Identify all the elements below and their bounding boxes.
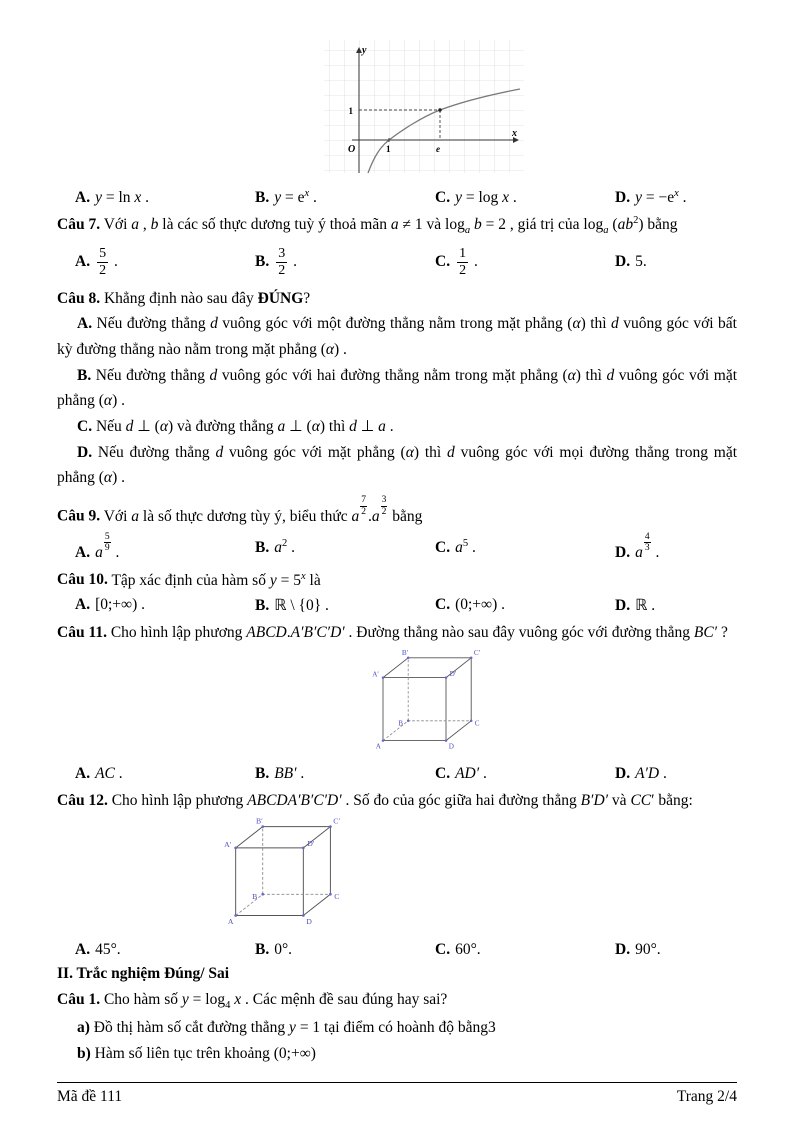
question7-options [57, 243, 737, 281]
question9-text [57, 495, 737, 528]
y-axis-label: y [362, 45, 367, 56]
statement-letter: A. [77, 315, 93, 333]
option-a [75, 245, 255, 280]
option-letter: D. [615, 596, 631, 614]
option-letter: A. [75, 941, 91, 959]
option-a [75, 532, 255, 562]
vertex-label-D-prime: D′ [307, 839, 315, 849]
option-b [255, 765, 435, 783]
section2-question1-statement-b [57, 1041, 737, 1066]
option-letter: C. [435, 765, 451, 783]
option-letter: C. [435, 538, 451, 556]
question-number: Câu 10. [57, 571, 108, 589]
option-d [615, 765, 737, 783]
cube-dashed-edges [236, 827, 331, 916]
option-letter: C. [435, 941, 451, 959]
statement-body: Đồ thị hàm số cắt đường thẳng y = 1 tại điểm có hoành độ bằng3 [93, 1019, 496, 1037]
question-number: Câu 1. [57, 991, 101, 1009]
question12-text [57, 789, 737, 812]
cube-vertex-dots [234, 826, 331, 918]
option-c [435, 941, 615, 959]
statement-body: Nếu đường thẳng d vuông góc với một đường thẳng nằm trong mặt phẳng (α) thì d vuông góc với bất kỳ đường thẳng nào nằm trong mặt phẳng (α) . [57, 315, 737, 358]
option-letter: B. [255, 538, 270, 556]
statement-letter: a) [77, 1019, 90, 1037]
option-formula: 5. [635, 253, 647, 271]
statement-body: Nếu đường thẳng d vuông góc với hai đường thẳng nằm trong mặt phẳng (α) thì d vuông góc với mặt phẳng (α) . [57, 366, 738, 409]
option-c [435, 245, 615, 280]
option-formula: AC . [95, 765, 123, 783]
page-number: Trang 2/4 [676, 1088, 737, 1105]
question-number: Câu 11. [57, 623, 107, 641]
question7-text [57, 213, 737, 239]
option-letter: B. [255, 941, 270, 959]
question11-text [57, 621, 737, 644]
option-formula: [0;+∞) . [95, 596, 145, 614]
cube-solid-edges [236, 827, 331, 916]
option-formula: 90°. [635, 941, 661, 959]
option-c [435, 538, 615, 557]
option-letter: A. [75, 544, 91, 562]
vertex-label-A-prime: A′ [372, 670, 379, 679]
option-letter: A. [75, 765, 91, 783]
option-d [615, 253, 737, 271]
option-formula: AD′ . [455, 765, 487, 783]
cube-solid-edges [383, 658, 471, 741]
option-formula: 0°. [274, 941, 293, 959]
question-number: Câu 9. [57, 507, 101, 525]
option-formula: y = log x . [455, 188, 517, 206]
vertex-label-A: A [375, 742, 382, 751]
section2-question1-text [57, 988, 737, 1014]
vertex-label-D-prime: D′ [449, 669, 457, 678]
option-formula: y = ln x . [95, 188, 150, 206]
question-body: Tập xác định của hàm số $y = 5^x$ là [111, 570, 321, 589]
question-body: Cho hình lập phương ABCD.A′B′C′D′ . Đường thẳng nào sau đây vuông góc với đường thẳng BC′ ? [110, 623, 728, 641]
cube-vertex-dots [382, 657, 473, 742]
question-body: Cho hàm số $y = \log_4 x$ . Các mệnh đề sau đúng hay sai? [103, 991, 448, 1012]
vertex-label-C-prime: C′ [333, 816, 341, 826]
option-letter: D. [615, 941, 631, 959]
option-letter: D. [615, 253, 631, 271]
tick-label-e: e [436, 144, 440, 154]
option-b [255, 538, 435, 557]
question8-text [57, 287, 737, 310]
point-e-1 [438, 108, 441, 111]
option-letter: D. [615, 189, 631, 207]
option-a [75, 596, 255, 614]
log-graph-figure [324, 40, 524, 180]
question-number: Câu 12. [57, 792, 108, 810]
option-letter: B. [255, 765, 270, 783]
origin-label: O [348, 144, 356, 155]
log-graph-svg [324, 40, 524, 175]
vertex-label-B-prime: B′ [401, 649, 409, 658]
option-b [255, 188, 435, 207]
option-c [435, 596, 615, 614]
option-letter: D. [615, 765, 631, 783]
statement-letter: B. [77, 366, 92, 384]
option-formula: 60°. [455, 941, 481, 959]
question8-statement-b [57, 363, 737, 413]
vertex-label-B: B [398, 719, 404, 728]
question8-statement-d [57, 440, 737, 490]
x-axis-label: x [512, 128, 517, 139]
cube-svg [197, 814, 342, 932]
question9-options [57, 532, 737, 562]
vertex-label-A: A [227, 917, 234, 927]
statement-body: Nếu d ⊥ (α) và đường thẳng a ⊥ (α) thì d ⊥ a . [95, 417, 394, 435]
cube-figure-q11 [347, 646, 737, 761]
option-letter: A. [75, 188, 91, 206]
vertex-label-D: D [306, 917, 312, 927]
question10-options [57, 596, 737, 615]
option-a [75, 189, 255, 207]
statement-body: Nếu đường thẳng d vuông góc với mặt phẳng (α) thì d vuông góc với mọi đường thẳng trong mặt phẳng (α) . [57, 444, 738, 487]
section2-question1-statement-a [57, 1015, 737, 1040]
option-formula: $a^5$ . [455, 537, 476, 556]
option-letter: C. [435, 252, 451, 270]
question-body: Với a là số thực dương tùy ý, biểu thức a $\frac{7}{2}$ .a $\frac{3}{2}$ bằng [103, 495, 423, 525]
option-a [75, 765, 255, 783]
question6-options [57, 188, 737, 207]
question8-statement-a [57, 311, 737, 361]
vertex-label-D: D [448, 742, 454, 751]
vertex-label-C-prime: C′ [473, 649, 481, 658]
tick-label-1-y: 1 [348, 106, 353, 116]
option-formula: a $\frac{5}{9}$ . [95, 531, 120, 562]
option-d [615, 188, 737, 207]
option-formula: 45°. [95, 941, 121, 959]
question-body: Khẳng định nào sau đây ĐÚNG? [103, 290, 311, 308]
question-body: Cho hình lập phương ABCDA′B′C′D′ . Số đo của góc giữa hai đường thẳng B′D′ và CC′ bằng: [111, 792, 693, 810]
option-b [255, 596, 435, 615]
option-d [615, 532, 737, 562]
option-formula: BB′ . [274, 765, 305, 783]
question-number: Câu 8. [57, 290, 101, 308]
option-formula: $y = -e^x$ . [635, 188, 687, 207]
option-d [615, 596, 737, 615]
statement-letter: b) [77, 1045, 91, 1063]
option-b [255, 245, 435, 280]
option-letter: B. [255, 189, 270, 207]
option-c [435, 189, 615, 207]
option-formula: $\frac{5}{2}$ . [99, 245, 118, 278]
option-formula: $a^2$ . [274, 537, 295, 556]
cube-dashed-edges [383, 658, 471, 741]
vertex-label-B: B [252, 892, 258, 902]
question-body: Với a , b là các số thực dương tuỳ ý thoả mãn a ≠ 1 và $\log_a b = 2$ , giá trị của $\log_a (ab^2)$ bằng [103, 215, 678, 237]
exam-code: Mã đề 111 [57, 1088, 123, 1105]
option-formula: $\frac{1}{2}$ . [459, 245, 478, 278]
option-letter: A. [75, 252, 91, 270]
question8-statement-c [57, 414, 737, 439]
statement-letter: D. [77, 444, 93, 462]
option-letter: B. [255, 596, 270, 614]
option-formula: (0;+∞) . [455, 596, 505, 614]
section2-title: II. Trắc nghiệm Đúng/ Sai [57, 965, 230, 983]
question-number: Câu 7. [57, 216, 101, 234]
vertex-label-B-prime: B′ [255, 816, 263, 826]
option-formula: $\frac{3}{2}$ . [278, 245, 297, 278]
option-letter: A. [75, 596, 91, 614]
cube-svg [347, 646, 482, 756]
option-c [435, 765, 615, 783]
question10-text [57, 568, 737, 591]
option-letter: D. [615, 544, 631, 562]
statement-letter: C. [77, 417, 93, 435]
cube-figure-q12 [197, 814, 737, 937]
option-formula: ℝ \ {0} . [274, 596, 329, 614]
statement-body: Hàm số liên tục trên khoảng (0;+∞) [94, 1045, 316, 1063]
option-letter: C. [435, 188, 451, 206]
question12-options [57, 941, 737, 959]
option-b [255, 941, 435, 959]
option-formula: ℝ . [635, 596, 656, 614]
option-letter: C. [435, 596, 451, 614]
vertex-label-C: C [334, 892, 340, 902]
option-letter: B. [255, 252, 270, 270]
vertex-label-A-prime: A′ [224, 840, 232, 850]
option-formula: A′D . [635, 765, 667, 783]
page-footer [57, 1082, 737, 1106]
tick-label-1-x: 1 [386, 144, 391, 154]
question11-options [57, 765, 737, 783]
option-a [75, 941, 255, 959]
option-formula: a $\frac{4}{3}$ . [635, 531, 660, 562]
option-formula: $y = e^x$ . [274, 188, 317, 207]
option-d [615, 941, 737, 959]
vertex-label-C: C [474, 719, 480, 728]
